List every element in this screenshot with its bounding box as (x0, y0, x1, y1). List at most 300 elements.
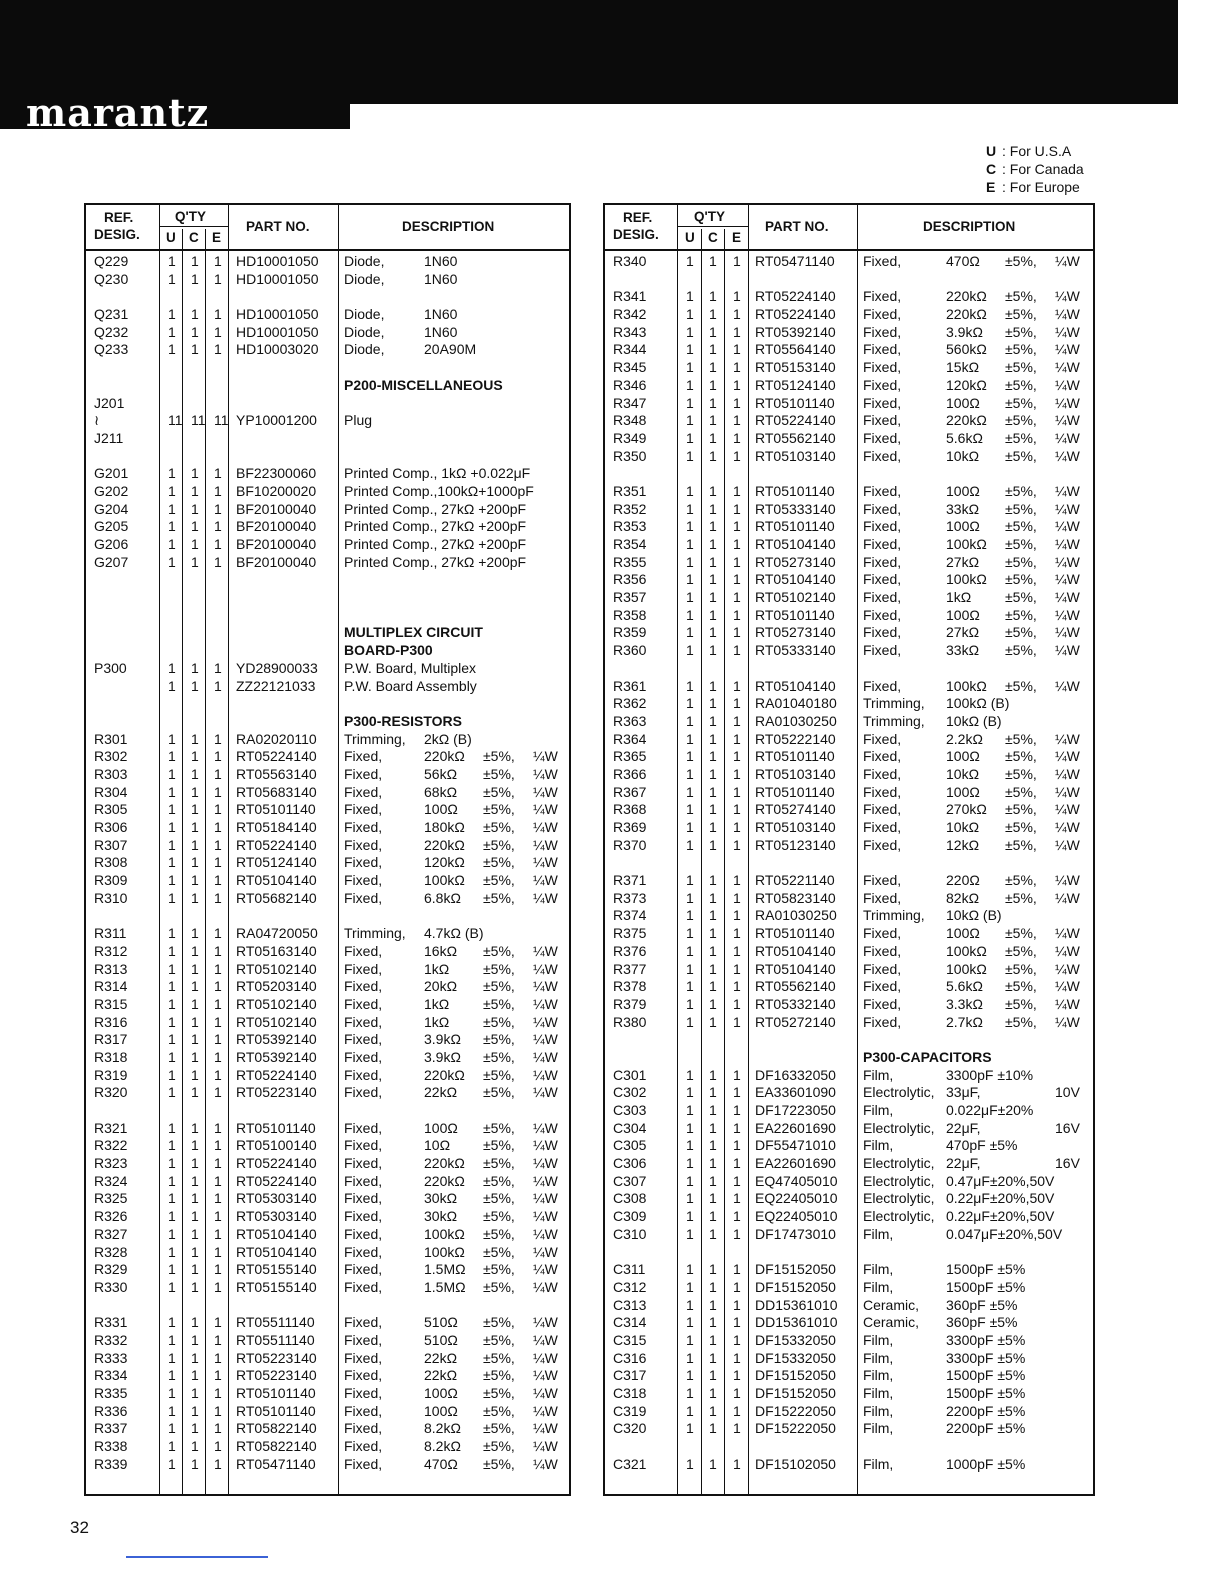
description-type: Fixed, (344, 1119, 383, 1136)
qty-u: 1 (168, 1048, 176, 1065)
ref-desig: C312 (613, 1278, 647, 1295)
description-rating: ¼W (533, 889, 558, 906)
table-row (86, 872, 569, 890)
ref-desig: R309 (94, 872, 128, 889)
qty-c: 1 (709, 359, 717, 376)
description-tolerance: ±5%, (1005, 253, 1037, 269)
table-row (605, 1120, 1093, 1138)
table-row (605, 501, 1093, 519)
description-rating: ¼W (533, 1048, 558, 1065)
description-type: Electrolytic, (863, 1084, 935, 1101)
qty-e: 1 (733, 589, 741, 606)
spacer-row (605, 1031, 1093, 1049)
qty-e: 1 (214, 872, 222, 889)
ref-desig: C320 (613, 1420, 647, 1437)
description-value: 1.5MΩ (424, 1278, 466, 1295)
ref-desig: R364 (613, 730, 647, 747)
qty-c: 1 (191, 942, 199, 959)
spacer-row (605, 465, 1093, 483)
qty-u: 1 (168, 500, 176, 517)
qty-c: 1 (709, 1208, 717, 1225)
ref-desig: R317 (94, 1031, 128, 1048)
description-value: 100kΩ (424, 1225, 465, 1242)
description-tolerance: ±5%, (1005, 447, 1037, 464)
legend (986, 142, 1126, 196)
description-type: Ceramic, (863, 1296, 920, 1313)
qty-e: 1 (214, 270, 222, 287)
table-row (605, 890, 1093, 908)
qty-c: 1 (709, 1331, 717, 1348)
description-tolerance: ±5%, (483, 1208, 515, 1225)
description-tolerance: ±5%, (483, 978, 515, 995)
spacer-row (605, 1244, 1093, 1262)
table-row (86, 412, 569, 430)
description-value: 220kΩ (946, 412, 987, 429)
table-row (86, 1314, 569, 1332)
ref-desig: C321 (613, 1455, 647, 1472)
ref-desig: G206 (94, 536, 129, 552)
table-row (86, 536, 569, 554)
qty-u: 1 (168, 889, 176, 906)
ref-desig: G204 (94, 500, 129, 517)
qty-c: 1 (709, 801, 717, 818)
description-type: Fixed, (344, 1420, 383, 1437)
part-number: RT05101140 (755, 606, 835, 623)
table-row (605, 943, 1093, 961)
qty-e: 1 (733, 730, 741, 747)
section-heading-row (86, 624, 569, 642)
description-value: 15kΩ (946, 359, 980, 376)
ref-desig: R375 (613, 925, 647, 942)
part-number: RT05223140 (236, 1349, 317, 1366)
description-value: 1.5MΩ (424, 1261, 466, 1278)
part-number: EA22601690 (755, 1119, 836, 1136)
description-tolerance: ±5%, (483, 1314, 515, 1331)
ref-desig: R339 (94, 1455, 128, 1472)
description-rating: 16V (1055, 1119, 1080, 1136)
table-row (605, 766, 1093, 784)
description-type: Fixed, (863, 889, 902, 906)
description-type: Fixed, (863, 553, 902, 570)
qty-e: 1 (214, 1155, 222, 1172)
part-number: RT05224140 (236, 836, 317, 853)
ref-desig: R370 (613, 836, 647, 853)
description-type: Electrolytic, (863, 1208, 935, 1225)
table-row (605, 341, 1093, 359)
ref-desig: C314 (613, 1314, 647, 1331)
description-value: 4.7kΩ (B) (424, 925, 484, 942)
qty-c: 1 (191, 1420, 199, 1437)
description-value: 16kΩ (424, 942, 458, 959)
ref-desig: ≀ (94, 412, 100, 429)
part-number: RT05683140 (236, 783, 317, 800)
description-value: 1500pF ±5% (946, 1385, 1026, 1401)
ref-desig: R327 (94, 1225, 128, 1242)
description-type: Fixed, (344, 783, 383, 800)
part-number: RT05102140 (236, 995, 317, 1012)
qty-u: 1 (686, 1331, 694, 1348)
ref-desig: R301 (94, 730, 128, 747)
part-number: RT05153140 (755, 359, 836, 376)
qty-u: 1 (686, 500, 694, 517)
description-value: 220kΩ (424, 748, 465, 765)
qty-c: 1 (191, 518, 199, 535)
qty-e: 1 (733, 978, 741, 995)
qty-e: 1 (733, 1455, 741, 1472)
ref-desig: R341 (613, 288, 647, 305)
qty-u: 1 (168, 783, 176, 800)
description-rating: ¼W (533, 819, 558, 835)
spacer-row (605, 660, 1093, 678)
description-tolerance: ±5%, (483, 765, 515, 782)
part-number: RT05224140 (755, 306, 836, 323)
description-type: Fixed, (344, 1367, 383, 1384)
table-row (86, 854, 569, 872)
qty-u: 1 (686, 819, 694, 835)
ref-desig: C318 (613, 1385, 647, 1401)
part-number: EQ22405010 (755, 1208, 838, 1225)
description-rating: ¼W (533, 765, 558, 782)
description-value: 100Ω (946, 482, 980, 499)
description-type: Fixed, (863, 765, 902, 782)
part-number: DF15152050 (755, 1385, 836, 1401)
qty-e: 1 (733, 253, 741, 269)
description-rating: ¼W (1055, 836, 1080, 853)
section-heading: P200-MISCELLANEOUS (344, 376, 503, 393)
table-row (86, 1137, 569, 1155)
qty-c: 1 (709, 783, 717, 800)
qty-c: 1 (709, 553, 717, 570)
legend-text: : For U.S.A (1002, 143, 1072, 159)
qty-e: 1 (214, 1367, 222, 1384)
description-rating: ¼W (533, 748, 558, 765)
qty-u: 1 (168, 1119, 176, 1136)
qty-e: 1 (214, 1208, 222, 1225)
ref-desig: C316 (613, 1349, 647, 1366)
header-part-no: PART NO. (246, 219, 310, 234)
description-tolerance: ±5%, (1005, 836, 1037, 853)
part-number: BF20100040 (236, 553, 317, 570)
description-rating: ¼W (1055, 642, 1080, 659)
description-rating: ¼W (533, 783, 558, 800)
qty-u: 1 (686, 429, 694, 446)
qty-u: 1 (168, 465, 176, 482)
table-row (86, 961, 569, 979)
qty-c: 1 (709, 429, 717, 446)
description-value: 1N60 (424, 253, 458, 269)
qty-e: 1 (214, 1243, 222, 1260)
description-type: Film, (863, 1066, 894, 1083)
description-value: 68kΩ (424, 783, 458, 800)
description-value: 22kΩ (424, 1367, 458, 1384)
part-number: BF20100040 (236, 536, 317, 552)
qty-u: 1 (686, 889, 694, 906)
qty-e: 1 (214, 659, 222, 676)
header-u: U (166, 230, 176, 245)
qty-e: 1 (733, 995, 741, 1012)
description-type: Fixed, (863, 942, 902, 959)
qty-c: 1 (191, 1172, 199, 1189)
description-tolerance: ±5%, (483, 854, 515, 871)
description-type: Fixed, (863, 836, 902, 853)
ref-desig: R318 (94, 1048, 128, 1065)
part-number: RT05224140 (236, 748, 317, 765)
table-row (86, 1173, 569, 1191)
qty-c: 1 (191, 1402, 199, 1419)
description-rating: ¼W (533, 854, 558, 871)
description-value: 470pF ±5% (946, 1137, 1018, 1154)
description-value: 2kΩ (B) (424, 730, 472, 747)
description-rating: ¼W (1055, 500, 1080, 517)
table-row (605, 1261, 1093, 1279)
qty-c: 1 (709, 1385, 717, 1401)
qty-e: 1 (214, 1420, 222, 1437)
qty-c: 1 (709, 925, 717, 942)
part-number: EQ47405010 (755, 1172, 838, 1189)
description-type: Fixed, (344, 1314, 383, 1331)
qty-u: 1 (168, 1367, 176, 1384)
description-rating: ¼W (1055, 925, 1080, 942)
table-row (605, 907, 1093, 925)
description-type: Fixed, (344, 995, 383, 1012)
ref-desig: R369 (613, 819, 647, 835)
ref-desig: R363 (613, 712, 647, 729)
part-number: RT05682140 (236, 889, 317, 906)
table-row (86, 1049, 569, 1067)
description-value: 33μF, (946, 1084, 981, 1101)
part-number: RT05224140 (755, 412, 836, 429)
part-number: RT05101140 (755, 748, 835, 765)
description-rating: ¼W (1055, 536, 1080, 552)
description-type: Printed Comp., 27kΩ +200pF (344, 518, 527, 535)
ref-desig: R340 (613, 253, 647, 269)
description-value: 100Ω (424, 1385, 458, 1401)
description-value: 100Ω (946, 783, 980, 800)
part-number: RT05103140 (755, 447, 836, 464)
table-row (605, 1350, 1093, 1368)
legend-row-canada (986, 160, 1126, 178)
qty-c: 1 (709, 748, 717, 765)
qty-u: 1 (686, 942, 694, 959)
description-value: 3.3kΩ (946, 995, 983, 1012)
part-number: RT05124140 (755, 376, 836, 393)
qty-e: 1 (214, 323, 222, 340)
ref-desig: R365 (613, 748, 647, 765)
table-row (86, 518, 569, 536)
part-number: BF20100040 (236, 518, 317, 535)
qty-e: 1 (733, 1261, 741, 1278)
qty-c: 1 (191, 536, 199, 552)
qty-e: 1 (733, 642, 741, 659)
part-number: RT05392140 (236, 1048, 317, 1065)
qty-e: 1 (733, 1208, 741, 1225)
table-row (86, 837, 569, 855)
description-tolerance: ±5%, (483, 1172, 515, 1189)
table-row (86, 748, 569, 766)
ref-desig: C308 (613, 1190, 647, 1207)
description-type: Fixed, (863, 642, 902, 659)
qty-u: 1 (168, 995, 176, 1012)
part-number: YD28900033 (236, 659, 318, 676)
description-rating: ¼W (533, 1155, 558, 1172)
table-header (86, 205, 569, 251)
ref-desig: R330 (94, 1278, 128, 1295)
qty-c: 1 (191, 1455, 199, 1472)
qty-c: 1 (191, 836, 199, 853)
qty-u: 1 (686, 1385, 694, 1401)
ref-desig: R304 (94, 783, 128, 800)
part-number: RT05101140 (236, 1385, 316, 1401)
description-tolerance: ±5%, (1005, 606, 1037, 623)
ref-desig: R314 (94, 978, 128, 995)
part-number: RT05303140 (236, 1208, 317, 1225)
description-value: 100kΩ (424, 1243, 465, 1260)
qty-u: 1 (686, 730, 694, 747)
qty-u: 1 (168, 1137, 176, 1154)
table-row (605, 607, 1093, 625)
qty-e: 1 (214, 854, 222, 871)
qty-e: 1 (733, 1190, 741, 1207)
description-value: 1kΩ (424, 960, 450, 977)
description-value: 100Ω (946, 606, 980, 623)
description-type: Fixed, (863, 376, 902, 393)
qty-u: 1 (168, 518, 176, 535)
qty-u: 1 (686, 1208, 694, 1225)
description-type: Diode, (344, 323, 385, 340)
qty-u: 1 (686, 1084, 694, 1101)
description-tolerance: ±5%, (1005, 642, 1037, 659)
description-type: Fixed, (863, 801, 902, 818)
description-rating: ¼W (1055, 429, 1080, 446)
section-heading-row (86, 713, 569, 731)
qty-c: 1 (709, 500, 717, 517)
qty-c: 1 (191, 465, 199, 482)
qty-u: 1 (686, 1367, 694, 1384)
description-value: 100kΩ (946, 960, 987, 977)
table-row (86, 1031, 569, 1049)
qty-e: 1 (214, 1278, 222, 1295)
ref-desig: R322 (94, 1137, 128, 1154)
description-rating: ¼W (1055, 341, 1080, 358)
qty-c: 1 (709, 1296, 717, 1313)
qty-c: 1 (191, 1119, 199, 1136)
table-row (605, 554, 1093, 572)
qty-e: 1 (214, 482, 222, 499)
qty-e: 1 (733, 872, 741, 889)
description-type: Fixed, (863, 288, 902, 305)
qty-e: 1 (733, 1331, 741, 1348)
part-number: RA01030250 (755, 712, 837, 729)
qty-u: 1 (168, 960, 176, 977)
table-row (86, 1403, 569, 1421)
description-type: Fixed, (344, 889, 383, 906)
ref-desig: R344 (613, 341, 647, 358)
description-tolerance: ±5%, (1005, 942, 1037, 959)
qty-e: 1 (214, 1438, 222, 1455)
qty-e: 1 (214, 553, 222, 570)
qty-c: 1 (709, 606, 717, 623)
part-number: RT05333140 (755, 642, 836, 659)
table-row (86, 501, 569, 519)
spacer-row (86, 288, 569, 306)
qty-u: 1 (686, 872, 694, 889)
description-tolerance: ±5%, (1005, 323, 1037, 340)
qty-c: 1 (709, 376, 717, 393)
qty-e: 1 (733, 819, 741, 835)
description-rating: ¼W (533, 1137, 558, 1154)
description-type: Printed Comp.,100kΩ+1000pF (344, 482, 534, 499)
ref-desig: R325 (94, 1190, 128, 1207)
qty-u: 1 (686, 447, 694, 464)
part-number: RT05104140 (755, 960, 836, 977)
qty-c: 1 (191, 553, 199, 570)
description-value: 0.22μF±20%,50V (946, 1190, 1055, 1207)
ref-desig: C317 (613, 1367, 647, 1384)
qty-e: 1 (214, 1402, 222, 1419)
description-tolerance: ±5%, (1005, 536, 1037, 552)
header-c: C (708, 230, 718, 245)
table-row (86, 253, 569, 271)
part-number: RT05155140 (236, 1261, 317, 1278)
qty-u: 1 (686, 925, 694, 942)
qty-c: 1 (709, 730, 717, 747)
ref-desig: R335 (94, 1385, 128, 1401)
ref-desig: C315 (613, 1331, 647, 1348)
description-tolerance: ±5%, (483, 1402, 515, 1419)
qty-c: 1 (191, 1137, 199, 1154)
description-rating: ¼W (533, 1190, 558, 1207)
description-value: 2.7kΩ (946, 1013, 983, 1030)
description-type: Film, (863, 1349, 894, 1366)
qty-c: 1 (709, 1013, 717, 1030)
description-tolerance: ±5%, (483, 1278, 515, 1295)
ref-desig: R313 (94, 960, 128, 977)
table-row (605, 801, 1093, 819)
qty-e: 1 (214, 536, 222, 552)
description-value: 1500pF ±5% (946, 1278, 1026, 1295)
part-number: RT05562140 (755, 978, 836, 995)
description-tolerance: ±5%, (1005, 394, 1037, 411)
qty-u: 1 (168, 819, 176, 835)
description-rating: ¼W (533, 1314, 558, 1331)
description-rating: ¼W (1055, 889, 1080, 906)
header-description: DESCRIPTION (923, 219, 1016, 234)
table-row (86, 925, 569, 943)
qty-e: 1 (733, 1084, 741, 1101)
header-part-no: PART NO. (765, 219, 829, 234)
qty-u: 1 (686, 1402, 694, 1419)
qty-u: 1 (168, 1278, 176, 1295)
part-number: RA01040180 (755, 695, 837, 712)
description-rating: ¼W (533, 1013, 558, 1030)
qty-u: 1 (168, 1208, 176, 1225)
part-number: RT05273140 (755, 553, 836, 570)
description-rating: ¼W (1055, 288, 1080, 305)
qty-u: 1 (686, 1296, 694, 1313)
description-rating: ¼W (1055, 606, 1080, 623)
ref-desig: C306 (613, 1155, 647, 1172)
table-row (605, 925, 1093, 943)
ref-desig: Q232 (94, 323, 129, 340)
qty-u: 1 (168, 765, 176, 782)
description-value: 560kΩ (946, 341, 987, 358)
description-tolerance: ±5%, (1005, 306, 1037, 323)
qty-u: 1 (686, 695, 694, 712)
qty-c: 1 (709, 1402, 717, 1419)
ref-desig: R366 (613, 765, 647, 782)
ref-desig: R378 (613, 978, 647, 995)
description-rating: ¼W (1055, 394, 1080, 411)
